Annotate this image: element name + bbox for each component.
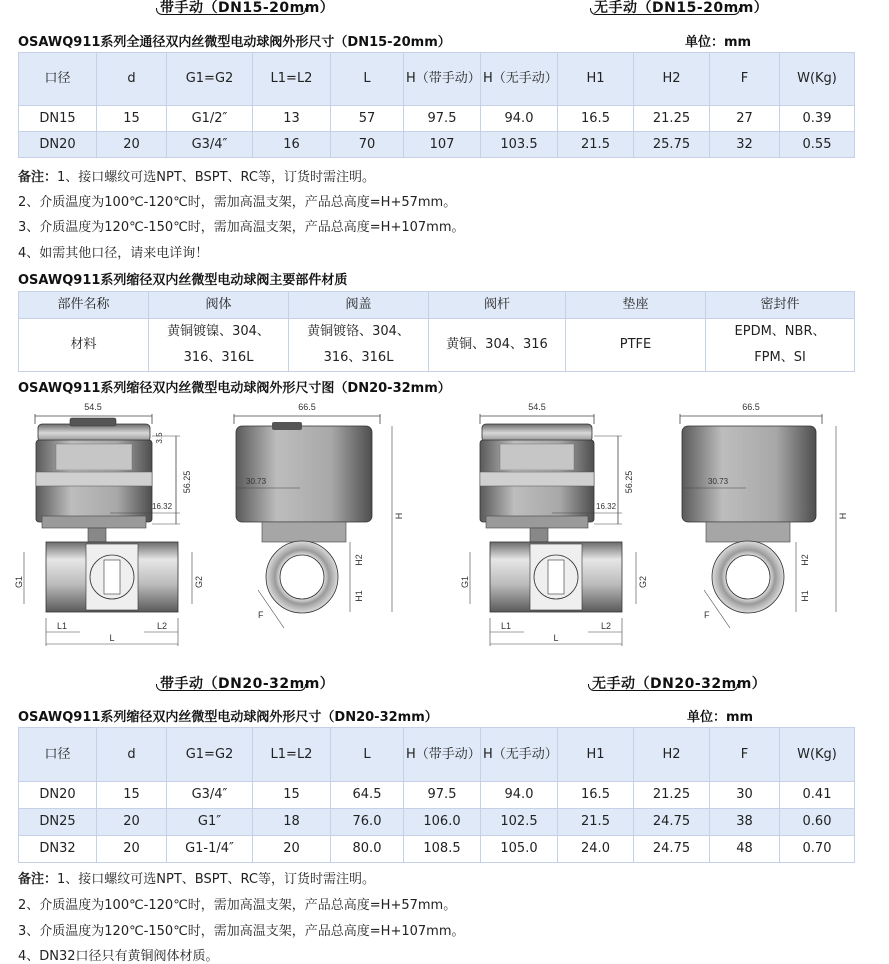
cell: 黄铜镀镍、304、316、316L bbox=[149, 319, 289, 372]
header-cell: W(Kg) bbox=[780, 53, 855, 106]
cell: DN32 bbox=[19, 836, 97, 863]
dim-stem-label: 16.32 bbox=[152, 502, 173, 511]
table-header-row bbox=[19, 728, 855, 782]
cell: 107 bbox=[404, 132, 481, 158]
cell: 27 bbox=[710, 106, 780, 132]
caption-without-manual: 无手动（DN20-32mm） bbox=[592, 676, 767, 692]
header-cell: W(Kg) bbox=[780, 728, 855, 782]
cell: 38 bbox=[710, 809, 780, 836]
dim-width-label: 54.5 bbox=[528, 402, 546, 412]
note-line: 3、介质温度为120℃-150℃时，需加高温支架，产品总高度=H+107mm。 bbox=[18, 924, 465, 939]
cell: G3/4″ bbox=[167, 132, 253, 158]
header-cell: F bbox=[710, 728, 780, 782]
cell: G1-1/4″ bbox=[167, 836, 253, 863]
table2-unit: 单位：mm bbox=[687, 710, 754, 725]
cell: 21.25 bbox=[634, 106, 710, 132]
table-row bbox=[19, 106, 855, 132]
cell: 108.5 bbox=[404, 836, 481, 863]
cell: 0.55 bbox=[780, 132, 855, 158]
cell: 20 bbox=[97, 132, 167, 158]
cell: 30 bbox=[710, 782, 780, 809]
dim-l1-label: L1 bbox=[56, 621, 68, 631]
note-line bbox=[18, 868, 375, 887]
dim-width-label: 54.5 bbox=[84, 402, 102, 412]
cell: 0.60 bbox=[780, 809, 855, 836]
header-cell: H（无手动） bbox=[481, 53, 558, 106]
note-line: 4、DN32口径只有黄铜阀体材质。 bbox=[18, 949, 219, 964]
dim-width-label: 66.5 bbox=[742, 402, 760, 412]
header-cell: H1 bbox=[558, 53, 634, 106]
dim-center-label: 30.73 bbox=[246, 477, 267, 486]
table-header-row bbox=[19, 53, 855, 106]
note-line: 3、介质温度为120℃-150℃时，需加高温支架，产品总高度=H+107mm。 bbox=[18, 220, 465, 235]
cell: G3/4″ bbox=[167, 782, 253, 809]
cell: 20 bbox=[253, 836, 331, 863]
cell: 94.0 bbox=[481, 782, 558, 809]
cell: 106.0 bbox=[404, 809, 481, 836]
cell: 80.0 bbox=[331, 836, 404, 863]
cell: G1″ bbox=[167, 809, 253, 836]
dim-l1-label: L1 bbox=[500, 621, 512, 631]
cell: 0.41 bbox=[780, 782, 855, 809]
caption-with-manual: 带手动（DN20-32mm） bbox=[160, 676, 335, 692]
cell: 105.0 bbox=[481, 836, 558, 863]
dim-h2-label: H2 bbox=[800, 554, 810, 566]
cell: DN20 bbox=[19, 132, 97, 158]
cell: 13 bbox=[253, 106, 331, 132]
cell: 70 bbox=[331, 132, 404, 158]
dim-total-height-label: H bbox=[838, 512, 848, 520]
header-cell: 口径 bbox=[19, 53, 97, 106]
table-row bbox=[19, 782, 855, 809]
cell: 32 bbox=[710, 132, 780, 158]
cell: DN20 bbox=[19, 782, 97, 809]
note-label: 备注： bbox=[18, 170, 58, 185]
header-cell: 密封件 bbox=[706, 292, 855, 319]
table2-title: OSAWQ911系列缩径双内丝微型电动球阀外形尺寸（DN20-32mm） bbox=[18, 710, 438, 725]
cell: 48 bbox=[710, 836, 780, 863]
dim-f-label: F bbox=[258, 610, 264, 620]
caption-underline bbox=[590, 8, 740, 15]
side-view-without-manual bbox=[680, 402, 848, 628]
header-cell: d bbox=[97, 728, 167, 782]
dim-g1-label: G1 bbox=[460, 575, 470, 589]
front-view-without-manual bbox=[460, 402, 648, 646]
dim-height-label: 56.25 bbox=[624, 470, 634, 494]
caption-underline bbox=[156, 8, 306, 15]
dim-total-height-label: H bbox=[394, 512, 404, 520]
cell: 15 bbox=[253, 782, 331, 809]
cell: 21.5 bbox=[558, 809, 634, 836]
table1-title: OSAWQ911系列全通径双内丝微型电动球阀外形尺寸（DN15-20mm） bbox=[18, 35, 451, 50]
table-row bbox=[19, 809, 855, 836]
dimension-table-dn20-32 bbox=[18, 727, 855, 863]
cell: 黄铜、304、316 bbox=[429, 319, 566, 372]
cell: 黄铜镀铬、304、316、316L bbox=[289, 319, 429, 372]
table-header-row bbox=[19, 292, 855, 319]
dim-h1-label: H1 bbox=[800, 590, 810, 602]
table1-unit: 单位：mm bbox=[685, 35, 752, 50]
materials-table bbox=[18, 291, 855, 372]
header-cell: 口径 bbox=[19, 728, 97, 782]
note-line: 4、如需其他口径，请来电详询！ bbox=[18, 246, 209, 261]
header-cell: H1 bbox=[558, 728, 634, 782]
cell: DN15 bbox=[19, 106, 97, 132]
cell: 20 bbox=[97, 809, 167, 836]
note-text: 1、接口螺纹可选NPT、BSPT、RC等，订货时需注明。 bbox=[57, 170, 375, 185]
caption-underline bbox=[588, 684, 738, 691]
cell: 97.5 bbox=[404, 106, 481, 132]
dim-f-label: F bbox=[704, 610, 710, 620]
cell: 15 bbox=[97, 106, 167, 132]
header-cell: H2 bbox=[634, 728, 710, 782]
table-row bbox=[19, 319, 855, 372]
cell: EPDM、NBR、FPM、SI bbox=[706, 319, 855, 372]
dim-width-label: 66.5 bbox=[298, 402, 316, 412]
cell: 94.0 bbox=[481, 106, 558, 132]
dim-stem-label: 16.32 bbox=[596, 502, 617, 511]
cell: 25.75 bbox=[634, 132, 710, 158]
header-cell: L1=L2 bbox=[253, 728, 331, 782]
cell: 0.39 bbox=[780, 106, 855, 132]
cell: 16 bbox=[253, 132, 331, 158]
header-cell: 垫座 bbox=[566, 292, 706, 319]
header-cell: L bbox=[331, 728, 404, 782]
note-line bbox=[18, 166, 375, 185]
header-cell: 阀杆 bbox=[429, 292, 566, 319]
cell: 18 bbox=[253, 809, 331, 836]
header-cell: G1=G2 bbox=[167, 728, 253, 782]
dim-h1-label: H1 bbox=[354, 590, 364, 602]
header-cell: L1=L2 bbox=[253, 53, 331, 106]
header-cell: H（带手动） bbox=[404, 728, 481, 782]
dim-g2-label: G2 bbox=[194, 575, 204, 589]
note-text: 1、接口螺纹可选NPT、BSPT、RC等，订货时需注明。 bbox=[57, 872, 375, 887]
header-cell: L bbox=[331, 53, 404, 106]
dim-height-label: 56.25 bbox=[182, 470, 192, 494]
cell: 材料 bbox=[19, 319, 149, 372]
cell: 21.5 bbox=[558, 132, 634, 158]
dim-l2-label: L2 bbox=[600, 621, 612, 631]
cell: 64.5 bbox=[331, 782, 404, 809]
side-view-with-manual bbox=[234, 402, 404, 628]
cell: 0.70 bbox=[780, 836, 855, 863]
front-view-with-manual bbox=[14, 402, 204, 646]
table-row bbox=[19, 836, 855, 863]
cell: 24.0 bbox=[558, 836, 634, 863]
caption-underline bbox=[156, 684, 306, 691]
materials-title: OSAWQ911系列缩径双内丝微型电动球阀主要部件材质 bbox=[18, 273, 348, 288]
cell: 24.75 bbox=[634, 809, 710, 836]
cell: 102.5 bbox=[481, 809, 558, 836]
cell: 97.5 bbox=[404, 782, 481, 809]
header-cell: 阀盖 bbox=[289, 292, 429, 319]
header-cell: H（带手动） bbox=[404, 53, 481, 106]
cell: PTFE bbox=[566, 319, 706, 372]
cell: 20 bbox=[97, 836, 167, 863]
valve-dimension-drawing bbox=[0, 396, 889, 666]
dim-offset-label: 3.5 bbox=[155, 432, 164, 444]
cell: 16.5 bbox=[558, 106, 634, 132]
caption-without-manual-top: 无手动（DN15-20mm） bbox=[594, 0, 769, 16]
header-cell: G1=G2 bbox=[167, 53, 253, 106]
dim-center-label: 30.73 bbox=[708, 477, 729, 486]
cell: 76.0 bbox=[331, 809, 404, 836]
note-label: 备注： bbox=[18, 872, 58, 887]
note-line: 2、介质温度为100℃-120℃时，需加高温支架，产品总高度=H+57mm。 bbox=[18, 195, 457, 210]
header-cell: H（无手动） bbox=[481, 728, 558, 782]
header-cell: 部件名称 bbox=[19, 292, 149, 319]
dim-l2-label: L2 bbox=[156, 621, 168, 631]
header-cell: d bbox=[97, 53, 167, 106]
dim-g2-label: G2 bbox=[638, 575, 648, 589]
cell: 57 bbox=[331, 106, 404, 132]
dim-l-label: L bbox=[553, 633, 559, 643]
cell: 16.5 bbox=[558, 782, 634, 809]
dim-g1-label: G1 bbox=[14, 575, 24, 589]
header-cell: 阀体 bbox=[149, 292, 289, 319]
dim-l-label: L bbox=[109, 633, 115, 643]
cell: 24.75 bbox=[634, 836, 710, 863]
cell: 15 bbox=[97, 782, 167, 809]
note-line: 2、介质温度为100℃-120℃时，需加高温支架，产品总高度=H+57mm。 bbox=[18, 898, 457, 913]
dim-h2-label: H2 bbox=[354, 554, 364, 566]
header-cell: H2 bbox=[634, 53, 710, 106]
cell: G1/2″ bbox=[167, 106, 253, 132]
cell: 21.25 bbox=[634, 782, 710, 809]
header-cell: F bbox=[710, 53, 780, 106]
dimension-table-dn15-20 bbox=[18, 52, 855, 158]
drawing-title: OSAWQ911系列缩径双内丝微型电动球阀外形尺寸图（DN20-32mm） bbox=[18, 381, 451, 396]
table-row bbox=[19, 132, 855, 158]
cell: DN25 bbox=[19, 809, 97, 836]
cell: 103.5 bbox=[481, 132, 558, 158]
caption-with-manual-top: 带手动（DN15-20mm） bbox=[160, 0, 335, 16]
